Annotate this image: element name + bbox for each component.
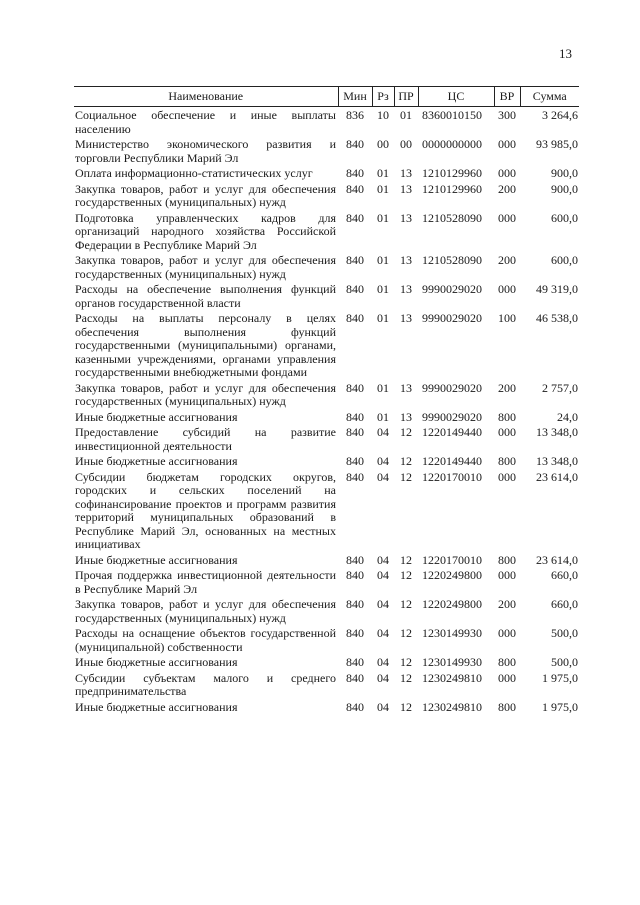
cell-min: 840: [346, 552, 364, 567]
cell-vr: 800: [498, 552, 516, 567]
cell-rz: 01: [377, 409, 389, 424]
cell-min: 840: [346, 166, 364, 180]
cell-min: 836: [346, 108, 364, 122]
cell-pr: 13: [400, 409, 412, 424]
cell-cs: 1230149930: [422, 655, 482, 669]
cell-cs: 9990029020: [422, 380, 482, 395]
cell-cs: 9990029020: [422, 311, 482, 325]
cell-name: Оплата информационно-статистических услуг: [75, 166, 313, 180]
cell-pr: 00: [400, 137, 412, 151]
cell-cs: 9990029020: [422, 282, 482, 296]
cell-min: 840: [346, 253, 364, 267]
cell-vr: 300: [498, 108, 516, 122]
cell-sum: 900,0: [551, 166, 578, 180]
cell-cs: 1220249800: [422, 568, 482, 582]
header-pr: ПР: [394, 87, 418, 107]
cell-sum: 24,0: [557, 409, 578, 424]
cell-cs: 1210129960: [422, 181, 482, 196]
cell-min: 840: [346, 409, 364, 424]
cell-rz: 04: [377, 670, 389, 685]
cell-name: Подготовка управленческих кадров для организаций народного хозяйства Российской Федерации в Республике Марий Эл: [75, 210, 336, 252]
cell-cs: 1230149930: [422, 626, 482, 640]
cell-sum: 660,0: [551, 597, 578, 611]
cell-min: 840: [346, 454, 364, 468]
table-row: [74, 181, 579, 210]
table-row: [74, 670, 579, 699]
cell-cs: 1230249810: [422, 670, 482, 685]
table-body: [74, 107, 579, 715]
cell-rz: 04: [377, 454, 389, 468]
cell-sum: 500,0: [551, 655, 578, 669]
cell-vr: 200: [498, 181, 516, 196]
cell-name: Предоставление субсидий на развитие инвестиционной деятельности: [75, 425, 336, 453]
table-row: [74, 567, 579, 596]
table-row: [74, 107, 579, 137]
cell-cs: 1220149440: [422, 454, 482, 468]
cell-name: Закупка товаров, работ и услуг для обеспечения государственных (муниципальных) нужд: [75, 253, 336, 281]
table-row: [74, 165, 579, 181]
cell-pr: 13: [400, 166, 412, 180]
cell-name: Расходы на обеспечение выполнения функций органов государственной власти: [75, 282, 336, 310]
cell-pr: 12: [400, 655, 412, 669]
cell-vr: 000: [498, 670, 516, 685]
table-row: [74, 310, 579, 380]
page-number: 13: [559, 46, 572, 61]
cell-vr: 000: [498, 137, 516, 151]
cell-rz: 04: [377, 597, 389, 611]
cell-min: 840: [346, 210, 364, 225]
cell-pr: 12: [400, 552, 412, 567]
cell-cs: 1210528090: [422, 253, 482, 267]
cell-min: 840: [346, 597, 364, 611]
cell-pr: 01: [400, 108, 412, 122]
cell-rz: 04: [377, 699, 389, 714]
cell-cs: 1230249810: [422, 699, 482, 714]
cell-pr: 13: [400, 380, 412, 395]
cell-name: Закупка товаров, работ и услуг для обеспечения государственных (муниципальных) нужд: [75, 181, 336, 209]
cell-rz: 04: [377, 469, 389, 484]
cell-sum: 23 614,0: [536, 552, 578, 567]
cell-sum: 93 985,0: [536, 137, 578, 151]
cell-sum: 900,0: [551, 181, 578, 196]
cell-vr: 000: [498, 282, 516, 296]
cell-cs: 1210528090: [422, 210, 482, 225]
table-header-row: [74, 87, 579, 107]
cell-cs: 0000000000: [422, 137, 482, 151]
cell-cs: 1220170010: [422, 469, 482, 484]
table-row: [74, 281, 579, 310]
cell-vr: 000: [498, 469, 516, 484]
cell-vr: 800: [498, 699, 516, 714]
cell-min: 840: [346, 282, 364, 296]
table-row: [74, 424, 579, 453]
cell-vr: 000: [498, 425, 516, 439]
cell-sum: 600,0: [551, 210, 578, 225]
cell-name: Иные бюджетные ассигнования: [75, 454, 238, 468]
cell-pr: 12: [400, 469, 412, 484]
cell-sum: 49 319,0: [536, 282, 578, 296]
cell-cs: 1220249800: [422, 597, 482, 611]
cell-name: Министерство экономического развития и торговли Республики Марий Эл: [75, 137, 336, 165]
cell-vr: 800: [498, 655, 516, 669]
cell-pr: 13: [400, 181, 412, 196]
cell-name: Иные бюджетные ассигнования: [75, 655, 238, 669]
table-row: [74, 380, 579, 409]
table-row: [74, 252, 579, 281]
cell-name: Закупка товаров, работ и услуг для обеспечения государственных (муниципальных) нужд: [75, 597, 336, 625]
cell-pr: 12: [400, 454, 412, 468]
cell-rz: 10: [377, 108, 389, 122]
cell-pr: 12: [400, 425, 412, 439]
cell-vr: 000: [498, 626, 516, 640]
cell-min: 840: [346, 699, 364, 714]
table-row: [74, 453, 579, 469]
cell-pr: 12: [400, 568, 412, 582]
cell-vr: 800: [498, 409, 516, 424]
cell-min: 840: [346, 469, 364, 484]
header-cs: ЦС: [418, 87, 494, 107]
cell-rz: 04: [377, 552, 389, 567]
cell-name: Иные бюджетные ассигнования: [75, 699, 238, 714]
cell-name: Иные бюджетные ассигнования: [75, 409, 238, 424]
cell-sum: 13 348,0: [536, 425, 578, 439]
table-row: [74, 469, 579, 552]
cell-vr: 000: [498, 568, 516, 582]
cell-pr: 13: [400, 210, 412, 225]
cell-rz: 01: [377, 253, 389, 267]
cell-sum: 46 538,0: [536, 311, 578, 325]
cell-vr: 800: [498, 454, 516, 468]
cell-name: Закупка товаров, работ и услуг для обеспечения государственных (муниципальных) нужд: [75, 380, 336, 408]
cell-min: 840: [346, 380, 364, 395]
cell-name: Расходы на выплаты персоналу в целях обеспечения выполнения функций государственными (муниципальными) органами, казенными учреждениями, органами управления государственными внебюджетными фондами: [75, 311, 336, 379]
cell-min: 840: [346, 655, 364, 669]
cell-vr: 000: [498, 210, 516, 225]
cell-pr: 12: [400, 670, 412, 685]
cell-pr: 12: [400, 699, 412, 714]
table-row: [74, 136, 579, 165]
cell-cs: 1210129960: [422, 166, 482, 180]
cell-pr: 12: [400, 626, 412, 640]
cell-rz: 01: [377, 210, 389, 225]
cell-name: Субсидии бюджетам городских округов, городских и сельских поселений на софинансирование проектов и программ развития территорий муниципальных образований в Республике Марий Эл, основанных на местных инициативах: [75, 469, 336, 551]
cell-pr: 13: [400, 311, 412, 325]
cell-vr: 200: [498, 597, 516, 611]
cell-name: Прочая поддержка инвестиционной деятельности в Республике Марий Эл: [75, 568, 336, 596]
cell-cs: 1220170010: [422, 552, 482, 567]
cell-name: Расходы на оснащение объектов государственной (муниципальной) собственности: [75, 626, 336, 654]
cell-sum: 3 264,6: [542, 108, 578, 122]
header-name: Наименование: [74, 87, 338, 107]
cell-pr: 13: [400, 253, 412, 267]
cell-rz: 04: [377, 626, 389, 640]
cell-min: 840: [346, 137, 364, 151]
cell-rz: 01: [377, 166, 389, 180]
header-sum: Сумма: [520, 87, 579, 107]
table-row: [74, 596, 579, 625]
cell-vr: 100: [498, 311, 516, 325]
cell-rz: 04: [377, 568, 389, 582]
cell-pr: 12: [400, 597, 412, 611]
cell-min: 840: [346, 626, 364, 640]
table-row: [74, 625, 579, 654]
cell-sum: 13 348,0: [536, 454, 578, 468]
cell-sum: 600,0: [551, 253, 578, 267]
cell-rz: 01: [377, 311, 389, 325]
cell-rz: 01: [377, 380, 389, 395]
cell-sum: 660,0: [551, 568, 578, 582]
table-row: [74, 210, 579, 253]
table-row: [74, 552, 579, 568]
cell-min: 840: [346, 670, 364, 685]
cell-name: Иные бюджетные ассигнования: [75, 552, 238, 567]
cell-min: 840: [346, 425, 364, 439]
cell-sum: 500,0: [551, 626, 578, 640]
cell-rz: 01: [377, 282, 389, 296]
cell-vr: 200: [498, 253, 516, 267]
cell-rz: 04: [377, 425, 389, 439]
cell-name: Субсидии субъектам малого и среднего предпринимательства: [75, 670, 336, 698]
cell-cs: 9990029020: [422, 409, 482, 424]
cell-min: 840: [346, 568, 364, 582]
cell-vr: 000: [498, 166, 516, 180]
header-vr: ВР: [494, 87, 520, 107]
cell-cs: 1220149440: [422, 425, 482, 439]
cell-min: 840: [346, 311, 364, 325]
table-row: [74, 409, 579, 425]
budget-table: [74, 86, 579, 714]
table-row: [74, 699, 579, 715]
header-min: Мин: [338, 87, 372, 107]
table-row: [74, 654, 579, 670]
cell-cs: 8360010150: [422, 108, 482, 122]
cell-sum: 1 975,0: [542, 670, 578, 685]
cell-sum: 23 614,0: [536, 469, 578, 484]
cell-name: Социальное обеспечение и иные выплаты населению: [75, 108, 336, 136]
cell-rz: 00: [377, 137, 389, 151]
cell-rz: 01: [377, 181, 389, 196]
cell-pr: 13: [400, 282, 412, 296]
cell-vr: 200: [498, 380, 516, 395]
cell-sum: 1 975,0: [542, 699, 578, 714]
cell-min: 840: [346, 181, 364, 196]
cell-rz: 04: [377, 655, 389, 669]
header-rz: Рз: [372, 87, 394, 107]
cell-sum: 2 757,0: [542, 380, 578, 395]
